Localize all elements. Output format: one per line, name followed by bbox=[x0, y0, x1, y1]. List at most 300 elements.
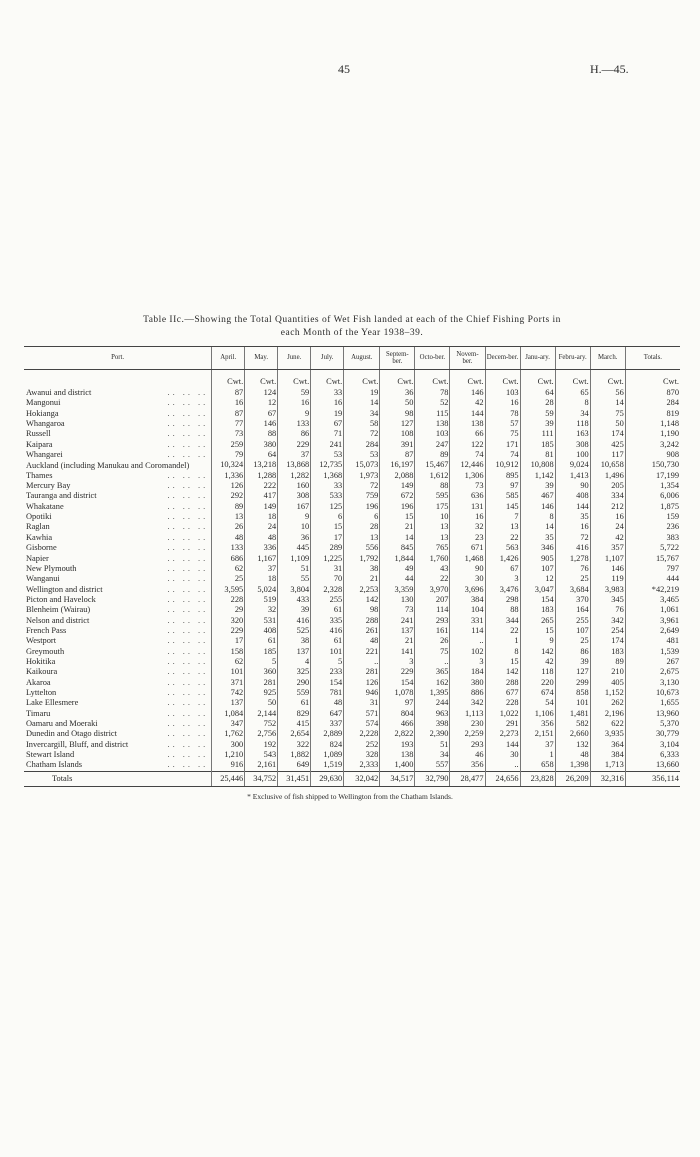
value-cell: 1,278 bbox=[555, 554, 590, 564]
value-cell: 9,024 bbox=[555, 460, 590, 470]
fish-landings-table bbox=[24, 346, 680, 787]
value-cell: 137 bbox=[278, 647, 311, 657]
value-cell: 15 bbox=[485, 657, 520, 667]
unit-cell: Cwt. bbox=[311, 370, 344, 389]
value-cell: 759 bbox=[344, 491, 380, 501]
leader-dots: .. .. .. bbox=[167, 574, 209, 584]
value-cell: 2,151 bbox=[520, 729, 555, 739]
value-cell: 183 bbox=[520, 605, 555, 615]
table-row bbox=[24, 719, 680, 729]
value-cell: 5 bbox=[311, 657, 344, 667]
unit-cell: Cwt. bbox=[590, 370, 625, 389]
value-cell: 797 bbox=[625, 564, 680, 574]
value-cell: 2,390 bbox=[415, 729, 450, 739]
value-cell: 150,730 bbox=[625, 460, 680, 470]
value-cell: 858 bbox=[555, 688, 590, 698]
port-name-text: Picton and Havelock bbox=[26, 594, 96, 604]
value-cell: 870 bbox=[625, 388, 680, 398]
value-cell: 78 bbox=[485, 409, 520, 419]
value-cell: 15 bbox=[311, 522, 344, 532]
value-cell: 205 bbox=[590, 481, 625, 491]
value-cell: 15,467 bbox=[415, 460, 450, 470]
value-cell: 444 bbox=[625, 574, 680, 584]
leader-dots: .. .. .. bbox=[167, 605, 209, 615]
value-cell: 2,822 bbox=[380, 729, 415, 739]
value-cell: 467 bbox=[520, 491, 555, 501]
table-row bbox=[24, 388, 680, 398]
value-cell: 125 bbox=[311, 502, 344, 512]
value-cell: 265 bbox=[520, 616, 555, 626]
value-cell: 322 bbox=[278, 740, 311, 750]
table-row bbox=[24, 688, 680, 698]
port-name-text: Timaru bbox=[26, 708, 51, 718]
value-cell: 895 bbox=[485, 471, 520, 481]
port-name-text: Greymouth bbox=[26, 646, 65, 656]
value-cell: 229 bbox=[212, 626, 245, 636]
table-row bbox=[24, 698, 680, 708]
value-cell: 21 bbox=[380, 522, 415, 532]
port-name-text: Napier bbox=[26, 553, 49, 563]
value-cell: 1,109 bbox=[278, 554, 311, 564]
value-cell: 337 bbox=[311, 719, 344, 729]
value-cell: 1,142 bbox=[520, 471, 555, 481]
unit-cell: Cwt. bbox=[415, 370, 450, 389]
value-cell: 905 bbox=[520, 554, 555, 564]
value-cell: 290 bbox=[278, 678, 311, 688]
value-cell: 17 bbox=[212, 636, 245, 646]
value-cell: 1,078 bbox=[380, 688, 415, 698]
value-cell: 25 bbox=[555, 636, 590, 646]
value-cell: 64 bbox=[520, 388, 555, 398]
value-cell: 674 bbox=[520, 688, 555, 698]
value-cell: 1,148 bbox=[625, 419, 680, 429]
unit-cell: Cwt. bbox=[212, 370, 245, 389]
value-cell: 161 bbox=[415, 626, 450, 636]
value-cell: 33 bbox=[311, 481, 344, 491]
leader-dots: .. .. .. bbox=[167, 719, 209, 728]
value-cell: 167 bbox=[278, 502, 311, 512]
value-cell: 1,225 bbox=[311, 554, 344, 564]
value-cell: 52 bbox=[415, 398, 450, 408]
value-cell: 9 bbox=[520, 636, 555, 646]
value-cell: 39 bbox=[555, 657, 590, 667]
port-name-text: Gisborne bbox=[26, 543, 57, 553]
value-cell: 38 bbox=[344, 564, 380, 574]
value-cell: 13,960 bbox=[625, 709, 680, 719]
leader-dots: .. .. .. bbox=[167, 708, 209, 718]
value-cell: 2,328 bbox=[311, 585, 344, 595]
value-cell: 380 bbox=[450, 678, 485, 688]
value-cell: 1,875 bbox=[625, 502, 680, 512]
value-cell: 320 bbox=[212, 616, 245, 626]
port-name-text: Stewart Island bbox=[26, 750, 75, 760]
value-cell: 563 bbox=[485, 543, 520, 553]
value-cell: 71 bbox=[311, 429, 344, 439]
leader-dots: .. .. .. bbox=[167, 687, 209, 697]
value-cell: 334 bbox=[590, 491, 625, 501]
value-cell: 103 bbox=[485, 388, 520, 398]
value-cell: 228 bbox=[485, 698, 520, 708]
table-row bbox=[24, 491, 680, 501]
leader-dots: .. .. .. bbox=[167, 636, 209, 646]
value-cell: 2,649 bbox=[625, 626, 680, 636]
port-name bbox=[24, 709, 212, 719]
value-cell: 9 bbox=[278, 409, 311, 419]
value-cell: 117 bbox=[590, 450, 625, 460]
value-cell: 192 bbox=[245, 740, 278, 750]
value-cell: 67 bbox=[245, 409, 278, 419]
value-cell: 154 bbox=[380, 678, 415, 688]
value-cell: 16 bbox=[311, 398, 344, 408]
value-cell: 75 bbox=[485, 429, 520, 439]
port-name bbox=[24, 595, 212, 605]
leader-dots: .. .. .. bbox=[167, 677, 209, 687]
port-name bbox=[24, 688, 212, 698]
value-cell: 72 bbox=[344, 429, 380, 439]
value-cell: 100 bbox=[555, 450, 590, 460]
leader-dots: .. .. .. bbox=[167, 398, 209, 408]
value-cell: 649 bbox=[278, 760, 311, 771]
value-cell: 371 bbox=[212, 678, 245, 688]
value-cell: 75 bbox=[590, 409, 625, 419]
value-cell: 10,808 bbox=[520, 460, 555, 470]
port-name bbox=[24, 616, 212, 626]
value-cell: 288 bbox=[485, 678, 520, 688]
port-name bbox=[24, 502, 212, 512]
value-cell: 1,844 bbox=[380, 554, 415, 564]
value-cell: 433 bbox=[278, 595, 311, 605]
value-cell: 131 bbox=[450, 502, 485, 512]
port-name bbox=[24, 647, 212, 657]
value-cell: 50 bbox=[380, 398, 415, 408]
table-title bbox=[24, 314, 680, 340]
table-row bbox=[24, 709, 680, 719]
value-cell: 571 bbox=[344, 709, 380, 719]
value-cell: 87 bbox=[212, 388, 245, 398]
value-cell: 122 bbox=[450, 440, 485, 450]
value-cell: 26 bbox=[415, 636, 450, 646]
value-cell: .. bbox=[415, 657, 450, 667]
value-cell: 73 bbox=[450, 481, 485, 491]
table-footnote: * Exclusive of fish shipped to Wellington from the Chatham Islands. bbox=[247, 792, 453, 801]
value-cell: 24 bbox=[245, 522, 278, 532]
value-cell: 42 bbox=[590, 533, 625, 543]
table-row bbox=[24, 440, 680, 450]
port-name-text: Russell bbox=[26, 429, 51, 439]
value-cell: 144 bbox=[555, 502, 590, 512]
value-cell: 175 bbox=[415, 502, 450, 512]
port-name-text: Thames bbox=[26, 470, 53, 480]
value-cell: 1,190 bbox=[625, 429, 680, 439]
value-cell: 2,660 bbox=[555, 729, 590, 739]
unit-cell: Cwt. bbox=[625, 370, 680, 389]
port-name bbox=[24, 585, 212, 595]
value-cell: 4 bbox=[278, 657, 311, 667]
unit-cell: Cwt. bbox=[450, 370, 485, 389]
value-cell: 35 bbox=[555, 512, 590, 522]
table-row bbox=[24, 419, 680, 429]
value-cell: 1,152 bbox=[590, 688, 625, 698]
value-cell: 17 bbox=[311, 533, 344, 543]
value-cell: 88 bbox=[485, 605, 520, 615]
table-row bbox=[24, 616, 680, 626]
value-cell: 37 bbox=[520, 740, 555, 750]
value-cell: 76 bbox=[590, 605, 625, 615]
leader-dots: .. .. .. bbox=[167, 439, 209, 449]
table-row bbox=[24, 729, 680, 739]
value-cell: 533 bbox=[311, 491, 344, 501]
value-cell: 671 bbox=[450, 543, 485, 553]
value-cell: 1,398 bbox=[555, 760, 590, 771]
value-cell: 16 bbox=[450, 512, 485, 522]
port-name bbox=[24, 471, 212, 481]
value-cell: 1,792 bbox=[344, 554, 380, 564]
totals-label: Totals bbox=[24, 771, 212, 786]
port-name-text: Tauranga and district bbox=[26, 491, 97, 501]
value-cell: .. bbox=[485, 760, 520, 771]
value-cell: 73 bbox=[380, 605, 415, 615]
table-row bbox=[24, 605, 680, 615]
value-cell: 54 bbox=[520, 698, 555, 708]
leader-dots: .. .. .. bbox=[167, 553, 209, 563]
value-cell: 196 bbox=[344, 502, 380, 512]
value-cell: 9 bbox=[278, 512, 311, 522]
value-cell: 254 bbox=[590, 626, 625, 636]
value-cell: 86 bbox=[278, 429, 311, 439]
value-cell: 1,612 bbox=[415, 471, 450, 481]
value-cell: 46 bbox=[450, 750, 485, 760]
value-cell: 1 bbox=[485, 636, 520, 646]
value-cell: 13 bbox=[485, 522, 520, 532]
value-cell: 281 bbox=[245, 678, 278, 688]
value-cell: 51 bbox=[415, 740, 450, 750]
value-cell: 154 bbox=[520, 595, 555, 605]
column-header: August. bbox=[344, 347, 380, 370]
value-cell: 146 bbox=[245, 419, 278, 429]
port-name bbox=[24, 522, 212, 532]
value-cell: 342 bbox=[450, 698, 485, 708]
value-cell: 24 bbox=[590, 522, 625, 532]
table-row bbox=[24, 429, 680, 439]
unit-cell: Cwt. bbox=[380, 370, 415, 389]
value-cell: 3,465 bbox=[625, 595, 680, 605]
value-cell: 29 bbox=[212, 605, 245, 615]
value-cell: 360 bbox=[245, 667, 278, 677]
value-cell: 42 bbox=[520, 657, 555, 667]
leader-dots: .. .. .. bbox=[167, 408, 209, 418]
value-cell: 398 bbox=[415, 719, 450, 729]
value-cell: 3,595 bbox=[212, 585, 245, 595]
value-cell: 1,426 bbox=[485, 554, 520, 564]
port-name-text: Kawhia bbox=[26, 532, 53, 542]
value-cell: 34 bbox=[555, 409, 590, 419]
value-cell: 845 bbox=[380, 543, 415, 553]
port-name bbox=[24, 667, 212, 677]
value-cell: 10,324 bbox=[212, 460, 245, 470]
value-cell: 42 bbox=[450, 398, 485, 408]
value-cell: 230 bbox=[450, 719, 485, 729]
value-cell: 137 bbox=[380, 626, 415, 636]
column-header: Octo-ber. bbox=[415, 347, 450, 370]
port-name-text: Nelson and district bbox=[26, 615, 90, 625]
value-cell: 292 bbox=[212, 491, 245, 501]
value-cell: 3 bbox=[380, 657, 415, 667]
value-cell: 78 bbox=[415, 388, 450, 398]
port-name bbox=[24, 512, 212, 522]
port-name bbox=[24, 636, 212, 646]
value-cell: 10,673 bbox=[625, 688, 680, 698]
leader-dots: .. .. .. bbox=[167, 698, 209, 708]
value-cell: 12,735 bbox=[311, 460, 344, 470]
value-cell: 61 bbox=[278, 698, 311, 708]
value-cell: 5 bbox=[245, 657, 278, 667]
value-cell: 829 bbox=[278, 709, 311, 719]
table-row bbox=[24, 522, 680, 532]
port-name bbox=[24, 564, 212, 574]
value-cell: 357 bbox=[590, 543, 625, 553]
column-header: June. bbox=[278, 347, 311, 370]
value-cell: 2,756 bbox=[245, 729, 278, 739]
table-row bbox=[24, 626, 680, 636]
value-cell: 6 bbox=[344, 512, 380, 522]
table-row bbox=[24, 636, 680, 646]
column-header: March. bbox=[590, 347, 625, 370]
value-cell: 261 bbox=[344, 626, 380, 636]
total-cell: 32,316 bbox=[590, 771, 625, 786]
value-cell: 672 bbox=[380, 491, 415, 501]
value-cell: 133 bbox=[212, 543, 245, 553]
port-name bbox=[24, 719, 212, 729]
value-cell: 5,722 bbox=[625, 543, 680, 553]
leader-dots: .. .. .. bbox=[167, 584, 209, 594]
value-cell: 162 bbox=[415, 678, 450, 688]
value-cell: 416 bbox=[278, 616, 311, 626]
value-cell: 3,104 bbox=[625, 740, 680, 750]
value-cell: 55 bbox=[278, 574, 311, 584]
value-cell: 1,655 bbox=[625, 698, 680, 708]
column-header: Septem-ber. bbox=[380, 347, 415, 370]
value-cell: 22 bbox=[485, 533, 520, 543]
value-cell: 255 bbox=[555, 616, 590, 626]
value-cell: 48 bbox=[344, 636, 380, 646]
unit-cell: Cwt. bbox=[555, 370, 590, 389]
value-cell: 30,779 bbox=[625, 729, 680, 739]
page-reference: H.—45. bbox=[590, 62, 629, 76]
value-cell: 19 bbox=[344, 388, 380, 398]
value-cell: 15,073 bbox=[344, 460, 380, 470]
value-cell: 345 bbox=[590, 595, 625, 605]
value-cell: 531 bbox=[245, 616, 278, 626]
value-cell: 1,468 bbox=[450, 554, 485, 564]
leader-dots: .. .. .. bbox=[167, 388, 209, 397]
port-name-text: Wanganui bbox=[26, 574, 60, 584]
value-cell: 31 bbox=[344, 698, 380, 708]
value-cell: 119 bbox=[590, 574, 625, 584]
table-row bbox=[24, 450, 680, 460]
value-cell: 101 bbox=[212, 667, 245, 677]
leader-dots: .. .. .. bbox=[167, 646, 209, 656]
value-cell: 3 bbox=[450, 657, 485, 667]
leader-dots: .. .. .. bbox=[167, 543, 209, 553]
value-cell: 3,970 bbox=[415, 585, 450, 595]
value-cell: 1,973 bbox=[344, 471, 380, 481]
value-cell: 16 bbox=[485, 398, 520, 408]
port-name bbox=[24, 605, 212, 615]
value-cell: 2,259 bbox=[450, 729, 485, 739]
value-cell: 111 bbox=[520, 429, 555, 439]
value-cell: 1,882 bbox=[278, 750, 311, 760]
value-cell: 1,481 bbox=[555, 709, 590, 719]
value-cell: 10,912 bbox=[485, 460, 520, 470]
value-cell: 36 bbox=[278, 533, 311, 543]
value-cell: 16 bbox=[590, 512, 625, 522]
value-cell: 26 bbox=[212, 522, 245, 532]
value-cell: 13 bbox=[415, 522, 450, 532]
value-cell: 3 bbox=[485, 574, 520, 584]
port-name bbox=[24, 740, 212, 750]
value-cell: 1,282 bbox=[278, 471, 311, 481]
value-cell: 3,130 bbox=[625, 678, 680, 688]
value-cell: 89 bbox=[212, 502, 245, 512]
value-cell: 89 bbox=[590, 657, 625, 667]
value-cell: 1,336 bbox=[212, 471, 245, 481]
value-cell: 25 bbox=[555, 574, 590, 584]
value-cell: 781 bbox=[311, 688, 344, 698]
leader-dots: .. .. .. bbox=[167, 512, 209, 522]
unit-cell: Cwt. bbox=[245, 370, 278, 389]
value-cell: 142 bbox=[520, 647, 555, 657]
value-cell: 3,804 bbox=[278, 585, 311, 595]
value-cell: 585 bbox=[485, 491, 520, 501]
column-header: Totals. bbox=[625, 347, 680, 370]
value-cell: 87 bbox=[380, 450, 415, 460]
table-row bbox=[24, 595, 680, 605]
value-cell: 3,359 bbox=[380, 585, 415, 595]
value-cell: 16 bbox=[278, 398, 311, 408]
value-cell: 13 bbox=[415, 533, 450, 543]
value-cell: 2,675 bbox=[625, 667, 680, 677]
value-cell: 415 bbox=[278, 719, 311, 729]
value-cell: 142 bbox=[344, 595, 380, 605]
value-cell: 62 bbox=[212, 564, 245, 574]
value-cell: 247 bbox=[415, 440, 450, 450]
value-cell: 281 bbox=[344, 667, 380, 677]
value-cell: 1,107 bbox=[590, 554, 625, 564]
port-name bbox=[24, 729, 212, 739]
value-cell: 14 bbox=[520, 522, 555, 532]
value-cell: 252 bbox=[344, 740, 380, 750]
value-cell: 925 bbox=[245, 688, 278, 698]
value-cell: 1,022 bbox=[485, 709, 520, 719]
leader-dots: .. .. .. bbox=[167, 450, 209, 460]
leader-dots: .. .. .. bbox=[167, 729, 209, 739]
value-cell: 405 bbox=[590, 678, 625, 688]
value-cell: 425 bbox=[590, 440, 625, 450]
value-cell: 132 bbox=[555, 740, 590, 750]
value-cell: 90 bbox=[555, 481, 590, 491]
value-cell: 58 bbox=[344, 419, 380, 429]
value-cell: 3,983 bbox=[590, 585, 625, 595]
value-cell: 236 bbox=[625, 522, 680, 532]
value-cell: 158 bbox=[212, 647, 245, 657]
value-cell: 107 bbox=[520, 564, 555, 574]
value-cell: 284 bbox=[344, 440, 380, 450]
value-cell: 1,061 bbox=[625, 605, 680, 615]
value-cell: 6,333 bbox=[625, 750, 680, 760]
value-cell: 6,006 bbox=[625, 491, 680, 501]
value-cell: 142 bbox=[485, 667, 520, 677]
value-cell: 658 bbox=[520, 760, 555, 771]
